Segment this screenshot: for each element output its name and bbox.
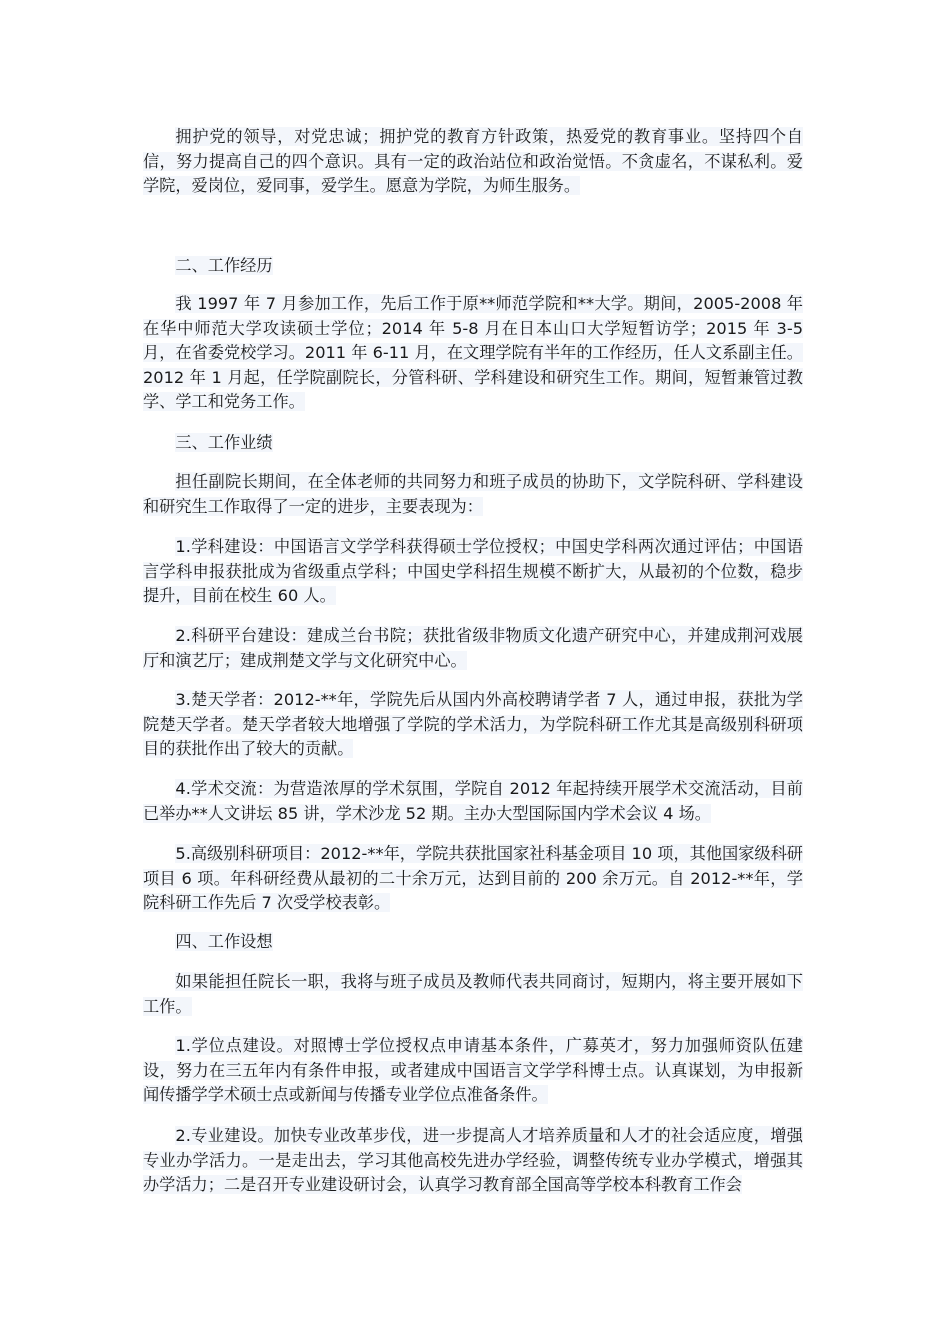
section-heading-work-plan: [143, 930, 803, 955]
paragraph-work-experience: [143, 292, 803, 415]
heading-text: 二、工作经历: [175, 256, 273, 275]
paragraph-political-stance: [143, 125, 803, 199]
heading-text: 四、工作设想: [175, 932, 273, 951]
paragraph-research-projects: [143, 842, 803, 916]
paragraph-achievements-intro: [143, 470, 803, 519]
paragraph-text: 1.学位点建设。对照博士学位授权点申请基本条件，广募英才，努力加强师资队伍建设，努力在三五年内有条件申报，或者建成中国语言文学学科博士点。认真谋划，为申报新闻传播学学术硕士点或新闻与传播专业学位点准备条件。: [143, 1036, 803, 1104]
paragraph-text: 拥护党的领导，对党忠诚；拥护党的教育方针政策，热爱党的教育事业。坚持四个自信，努力提高自己的四个意识。具有一定的政治站位和政治觉悟。不贪虚名，不谋私利。爱学院，爱岗位，爱同事，爱学生。愿意为学院，为师生服务。: [143, 127, 803, 195]
paragraph-research-platform: [143, 624, 803, 673]
paragraph-degree-program: [143, 1034, 803, 1108]
paragraph-text: 2.专业建设。加快专业改革步伐，进一步提高人才培养质量和人才的社会适应度，增强专业办学活力。一是走出去，学习其他高校先进办学经验，调整传统专业办学模式，增强其办学活力；二是召开专业建设研讨会，认真学习教育部全国高等学校本科教育工作会: [143, 1126, 803, 1194]
paragraph-work-plan-intro: [143, 970, 803, 1019]
section-heading-achievements: [143, 431, 803, 456]
paragraph-text: 5.高级别科研项目：2012-**年，学院共获批国家社科基金项目 10 项，其他国家级科研项目 6 项。年科研经费从最初的二十余万元，达到目前的 200 余万元。自 2012-**年，学院科研工作先后 7 次受学校表彰。: [143, 844, 803, 912]
paragraph-text: 1.学科建设：中国语言文学学科获得硕士学位授权；中国史学科两次通过评估；中国语言学科申报获批成为省级重点学科；中国史学科招生规模不断扩大，从最初的个位数，稳步提升，目前在校生 60 人。: [143, 537, 803, 605]
paragraph-text: 如果能担任院长一职，我将与班子成员及教师代表共同商讨，短期内，将主要开展如下工作。: [143, 972, 803, 1016]
paragraph-chutian-scholars: [143, 688, 803, 762]
heading-text: 三、工作业绩: [175, 433, 273, 452]
paragraph-text: 担任副院长期间，在全体老师的共同努力和班子成员的协助下，文学院科研、学科建设和研究生工作取得了一定的进步，主要表现为：: [143, 472, 803, 516]
paragraph-major-building: [143, 1124, 803, 1198]
paragraph-academic-exchange: [143, 777, 803, 826]
section-heading-work-experience: [143, 254, 803, 279]
paragraph-text: 我 1997 年 7 月参加工作，先后工作于原**师范学院和**大学。期间，2005-2008 年在华中师范大学攻读硕士学位；2014 年 5-8 月在日本山口大学短暂访学；2015 年 3-5 月，在省委党校学习。2011 年 6-11 月，在文理学院有半年的工作经历，任人文系副主任。2012 年 1 月起，任学院副院长，分管科研、学科建设和研究生工作。期间，短暂兼管过教学、学工和党务工作。: [143, 294, 803, 411]
paragraph-text: 4.学术交流：为营造浓厚的学术氛围，学院自 2012 年起持续开展学术交流活动，目前已举办**人文讲坛 85 讲，学术沙龙 52 期。主办大型国际国内学术会议 4 场。: [143, 779, 803, 823]
paragraph-discipline-building: [143, 535, 803, 609]
paragraph-text: 3.楚天学者：2012-**年，学院先后从国内外高校聘请学者 7 人，通过申报，获批为学院楚天学者。楚天学者较大地增强了学院的学术活力，为学院科研工作尤其是高级别科研项目的获批作出了较大的贡献。: [143, 690, 803, 758]
paragraph-text: 2.科研平台建设：建成兰台书院；获批省级非物质文化遗产研究中心，并建成荆河戏展厅和演艺厅；建成荆楚文学与文化研究中心。: [143, 626, 803, 670]
